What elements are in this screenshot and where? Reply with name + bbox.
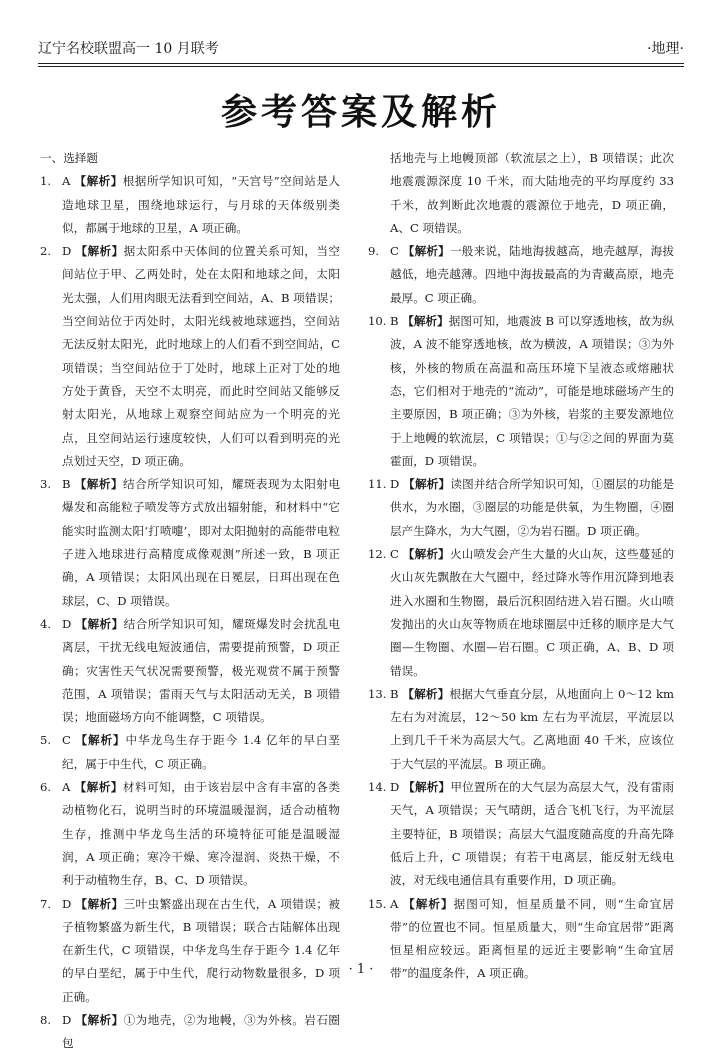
header-subject: ·地理· [647, 41, 684, 57]
answer-item [40, 729, 340, 776]
analysis-tag: 【解析】 [74, 174, 123, 189]
item-answer: D [390, 780, 404, 795]
item-text: 火山喷发会产生大量的火山灰，这些蔓延的火山灰先飘散在大气圈中，经过降水等作用沉降到地表进入水圈和生物圈，最后沉积固结进入岩石圈。火山喷发抛出的火山灰等物质在地球圈层中迁移的顺序是大气圈—生物圈、水圈—岩石圈。C 项正确，A、B、D 项错误。 [390, 547, 674, 678]
item-answer: B [62, 477, 75, 492]
answer-item [368, 776, 674, 892]
item-number: 14. [368, 780, 387, 795]
item-text: 材料可知，由于该岩层中含有丰富的各类动植物化石，说明当时的环境温暖湿润，适合动植物生存，推测中华龙鸟生活的环境特征可能是温暖湿润，A 项正确；寒冷干燥、寒冷湿润、炎热干燥，不利于动植物生存，B、C、D 项错误。 [62, 780, 340, 888]
item-answer: C [390, 547, 403, 562]
section-title: 一、选择题 [40, 151, 98, 165]
item-number: 12. [368, 547, 387, 562]
item-answer: A [390, 896, 404, 911]
analysis-tag: 【解析】 [403, 780, 451, 795]
answer-item [40, 613, 340, 729]
page-number: · 1 · [348, 962, 374, 977]
analysis-tag: 【解析】 [402, 686, 450, 701]
answer-item [40, 240, 340, 473]
item-text: 据图可知，恒星质量不同，则“生命宜居带”的位置也不同。恒星质量大，则“生命宜居带”距离恒星相应较远。距离恒星的远近主要影响“生命宜居带”的温度条件，A 项正确。 [390, 896, 674, 981]
item-number: 7. [40, 896, 52, 911]
item-text: 据图可知，地震波 B 可以穿透地核，故为纵波，A 波不能穿透地核，故为横波，A 项错误；③为外核，外核的物质在高温和高压环境下呈液态或熔融状态，它们相对于地壳的“流动”，可能是地球磁场产生的主要原因，B 项正确；③为外核，岩浆的主要发源地位于上地幔的软流层，C 项错误；①与②之间的界面为莫霍面，D 项错误。 [390, 314, 674, 468]
item-number: 10. [368, 314, 387, 329]
analysis-tag: 【解析】 [75, 1012, 124, 1027]
item-number: 2. [40, 244, 52, 259]
analysis-tag: 【解析】 [75, 616, 124, 631]
item-text: ①为地壳，②为地幔，③为外核。岩石圈包 [62, 1012, 340, 1051]
analysis-tag: 【解析】 [402, 547, 450, 562]
analysis-tag: 【解析】 [74, 780, 123, 795]
header-exam-name: 辽宁名校联盟高一 10 月联考 [38, 41, 219, 57]
analysis-tag: 【解析】 [75, 733, 126, 748]
item-answer: D [62, 896, 76, 911]
item-answer: D [62, 616, 76, 631]
item-text: 中华龙鸟生存于距今 1.4 亿年的早白垩纪，属于中生代，C 项正确。 [62, 733, 340, 771]
analysis-tag: 【解析】 [402, 314, 449, 329]
item-text: 一般来说，陆地海拔越高，地壳越厚，海拔越低，地壳越薄。四地中海拔最高的为青藏高原，地壳最厚。C 项正确。 [390, 244, 674, 305]
answer-item [368, 473, 674, 543]
answer-item [40, 473, 340, 613]
item-answer: C [390, 244, 403, 259]
item-answer: A [62, 174, 75, 189]
answer-item [368, 310, 674, 473]
analysis-tag: 【解析】 [75, 244, 124, 259]
item-number: 15. [368, 896, 387, 911]
analysis-tag: 【解析】 [74, 477, 124, 492]
page-title: 参考答案及解析 [220, 92, 501, 133]
answer-item [368, 543, 674, 683]
item-text: 结合所学知识可知，耀斑表现为太阳射电爆发和高能粒子喷发等方式放出辐射能，和材料中“它能实时监测太阳‘打喷嚏’，即对太阳抛射的高能带电粒子进入地球进行高精度成像观测”所述一致，B 项正确，A 项错误；太阳风出现在日冕层，日珥出现在色球层，C、D 项错误。 [62, 477, 340, 608]
analysis-tag: 【解析】 [403, 896, 454, 911]
item-number: 11. [368, 477, 387, 492]
item-number: 9. [368, 244, 380, 259]
item-text: 据太阳系中天体间的位置关系可知，当空间站位于甲、乙两处时，处在太阳和地球之间，太阳光太强，人们用肉眼无法看到空间站，A、B 项错误；当空间站位于丙处时，太阳光线被地球遮挡，空间站无法反射太阳光，此时地球上的人们看不到空间站，C 项错误；当空间站位于丁处时，地球上正对丁处的地方处于黄昏，天空不太明亮，而此时空间站又能够反射太阳光，从地球上观察空间站应为一个明亮的光点，且空间站运行速度较快，人们可以看到明亮的光点划过天空，D 项正确。 [62, 244, 340, 468]
item-number: 6. [40, 780, 52, 795]
item-answer: A [62, 780, 75, 795]
answer-item [40, 1009, 340, 1056]
item-text: 读图并结合所学知识可知，①圈层的功能是供水，为水圈，③圈层的功能是供氧，为生物圈，④圈层产生降水，为大气圈，②为岩石圈。D 项正确。 [390, 477, 674, 538]
item-number: 3. [40, 477, 52, 492]
header-rule-thin [38, 66, 684, 67]
item-number: 13. [368, 686, 387, 701]
item-answer: C [62, 733, 76, 748]
item-answer: B [390, 686, 403, 701]
item-number: 4. [40, 616, 52, 631]
item-number: 8. [40, 1012, 52, 1027]
answer-item [368, 683, 674, 776]
item-text: 根据所学知识可知，“天宫号”空间站是人造地球卫星，围绕地球运行，与月球的天体级别类似，都属于地球的卫星，A 项正确。 [62, 174, 340, 235]
item-text: 结合所学知识可知，耀斑爆发时会扰乱电离层，干扰无线电短波通信，需要提前预警，D 项正确；灾害性天气状况需要预警，极光观赏不属于预警范围，A 项错误；雷雨天气与太阳活动无关，B 项错误；地面磁场方向不能调整，C 项错误。 [62, 616, 340, 725]
item-number: 1. [40, 174, 52, 189]
right-column [368, 147, 674, 986]
answer-item [368, 240, 674, 310]
item-text: 括地壳与上地幔顶部（软流层之上），B 项错误；此次地震震源深度 10 千米，而大陆地壳的平均厚度约 33 千米，故判断此次地震的震源位于地壳，D 项正确，A、C 项错误。 [390, 151, 674, 235]
answer-item [368, 147, 674, 240]
analysis-tag: 【解析】 [75, 896, 124, 911]
item-text: 三叶虫繁盛出现在古生代，A 项错误；被子植物繁盛为新生代，B 项错误；联合古陆解体出现在新生代，C 项错误，中华龙鸟生存于距今 1.4 亿年的早白垩纪，属于中生代，爬行动物数量很多，D 项正确。 [62, 896, 341, 1004]
item-answer: B [390, 314, 403, 329]
item-text: 甲位置所在的大气层为高层大气，没有雷雨天气，A 项错误；天气晴朗，适合飞机飞行，为平流层主要特征，B 项错误；高层大气温度随高度的升高先降低后上升，C 项错误；有若干电离层，能反射无线电波，对无线电通信具有重要作用，D 项正确。 [390, 780, 674, 888]
item-answer: D [62, 1012, 76, 1027]
page-header [38, 38, 684, 60]
answer-item [40, 170, 340, 240]
answer-item [40, 893, 340, 1009]
item-answer: D [62, 244, 76, 259]
header-rule [38, 63, 684, 64]
analysis-tag: 【解析】 [402, 244, 450, 259]
item-number: 5. [40, 733, 52, 748]
analysis-tag: 【解析】 [403, 477, 451, 492]
item-answer: D [390, 477, 404, 492]
left-column [40, 147, 340, 1056]
item-text: 根据大气垂直分层，从地面向上 0～12 km 左右为对流层，12～50 km 左右为平流层，平流层以上到几千千米为高层大气。乙离地面 40 千米，应该位于大气层的平流层。B 项正确。 [390, 686, 674, 771]
answer-item [40, 776, 340, 892]
